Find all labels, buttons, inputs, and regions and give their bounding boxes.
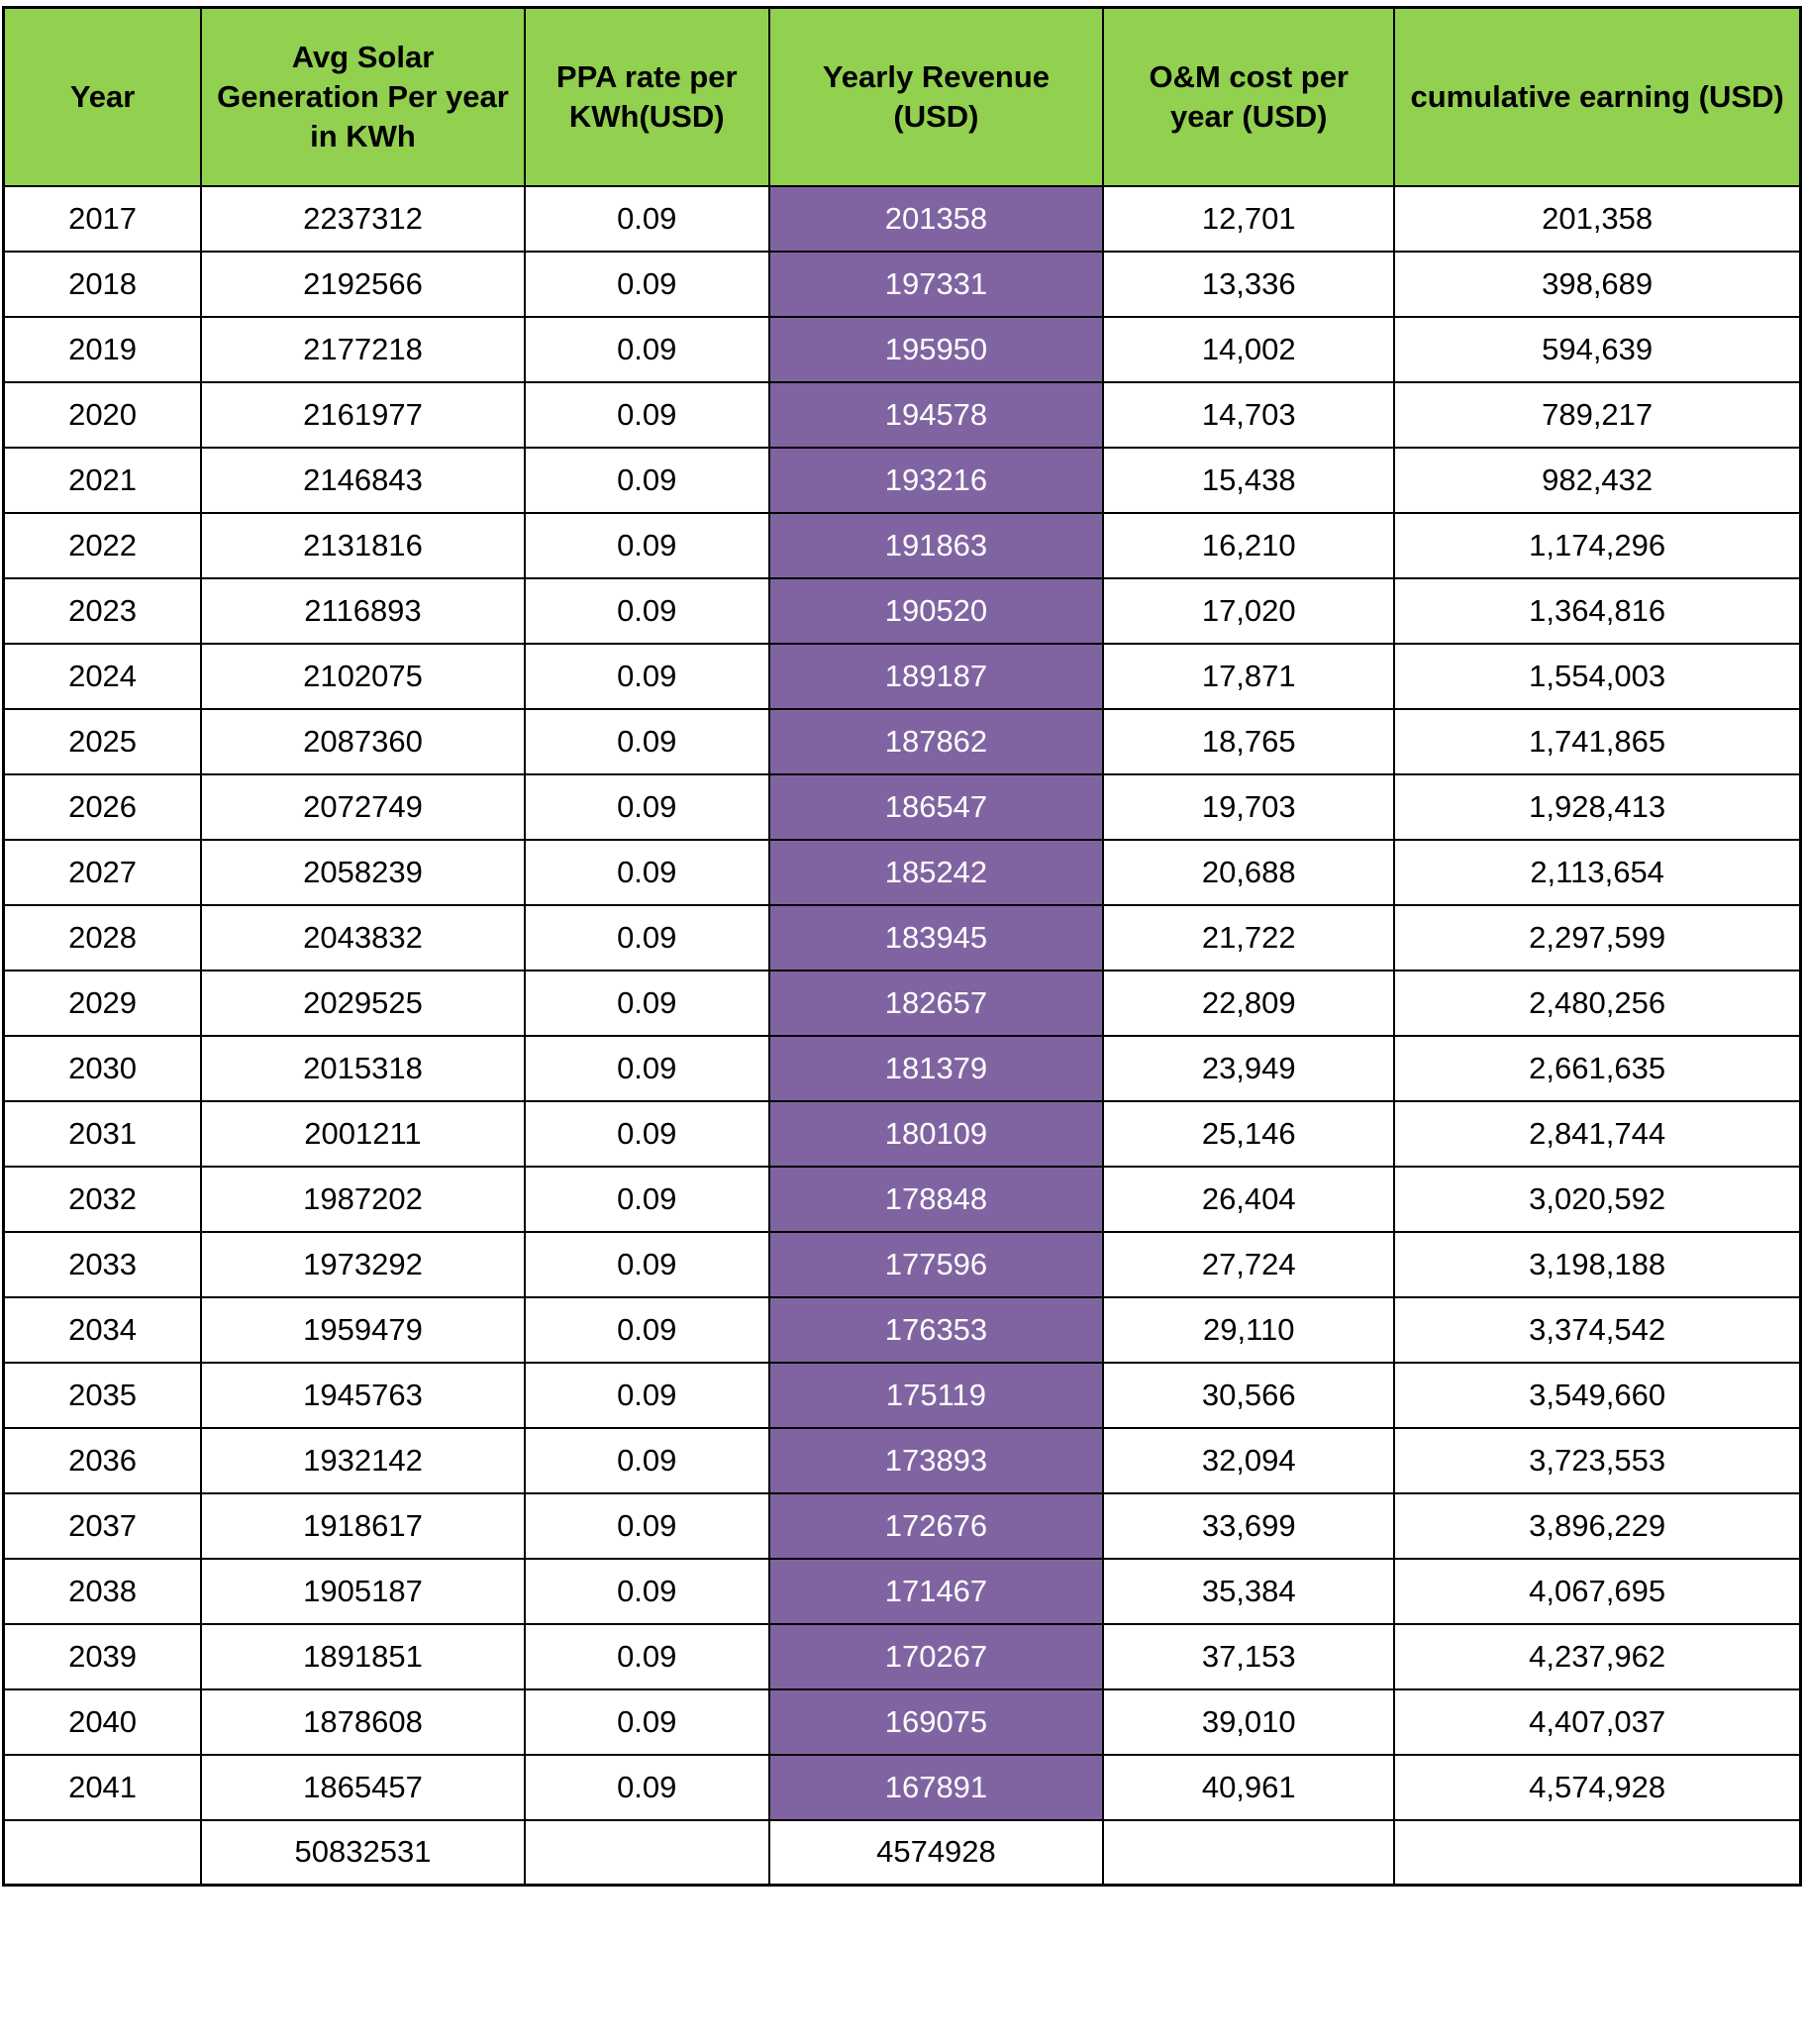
cell-yearly-revenue: 181379	[769, 1036, 1104, 1101]
cell-year: 2021	[4, 448, 202, 513]
cell-yearly-revenue: 177596	[769, 1232, 1104, 1297]
cell-om-cost: 29,110	[1103, 1297, 1394, 1363]
cell-cumulative-earning: 982,432	[1394, 448, 1800, 513]
cell-cumulative-earning: 4,067,695	[1394, 1559, 1800, 1624]
column-header-ppa-rate: PPA rate per KWh(USD)	[525, 8, 769, 186]
cell-om-cost: 18,765	[1103, 709, 1394, 774]
cell-om-cost: 40,961	[1103, 1755, 1394, 1820]
table-row	[4, 1297, 1801, 1363]
total-cell-generation: 50832531	[201, 1820, 525, 1886]
cell-yearly-revenue: 190520	[769, 578, 1104, 644]
cell-cumulative-earning: 3,723,553	[1394, 1428, 1800, 1493]
cell-year: 2038	[4, 1559, 202, 1624]
cell-cumulative-earning: 3,374,542	[1394, 1297, 1800, 1363]
cell-om-cost: 23,949	[1103, 1036, 1394, 1101]
cell-generation: 2029525	[201, 971, 525, 1036]
cell-cumulative-earning: 2,480,256	[1394, 971, 1800, 1036]
cell-ppa-rate: 0.09	[525, 1363, 769, 1428]
cell-generation: 2072749	[201, 774, 525, 840]
cell-yearly-revenue: 178848	[769, 1167, 1104, 1232]
cell-generation: 2177218	[201, 317, 525, 382]
cell-cumulative-earning: 4,237,962	[1394, 1624, 1800, 1689]
cell-om-cost: 35,384	[1103, 1559, 1394, 1624]
table-row	[4, 1493, 1801, 1559]
cell-year: 2019	[4, 317, 202, 382]
cell-om-cost: 30,566	[1103, 1363, 1394, 1428]
total-cell-yearly-revenue: 4574928	[769, 1820, 1104, 1886]
cell-generation: 1945763	[201, 1363, 525, 1428]
cell-year: 2026	[4, 774, 202, 840]
table-header	[4, 8, 1801, 186]
cell-ppa-rate: 0.09	[525, 1493, 769, 1559]
table-row	[4, 1428, 1801, 1493]
cell-year: 2017	[4, 186, 202, 252]
cell-ppa-rate: 0.09	[525, 774, 769, 840]
cell-cumulative-earning: 3,549,660	[1394, 1363, 1800, 1428]
cell-generation: 2131816	[201, 513, 525, 578]
cell-generation: 2192566	[201, 252, 525, 317]
cell-yearly-revenue: 173893	[769, 1428, 1104, 1493]
cell-om-cost: 17,020	[1103, 578, 1394, 644]
cell-generation: 1918617	[201, 1493, 525, 1559]
cell-om-cost: 19,703	[1103, 774, 1394, 840]
cell-cumulative-earning: 1,741,865	[1394, 709, 1800, 774]
cell-ppa-rate: 0.09	[525, 840, 769, 905]
cell-year: 2018	[4, 252, 202, 317]
total-cell-cumulative-earning	[1394, 1820, 1800, 1886]
cell-cumulative-earning: 4,407,037	[1394, 1689, 1800, 1755]
cell-cumulative-earning: 2,297,599	[1394, 905, 1800, 971]
cell-om-cost: 25,146	[1103, 1101, 1394, 1167]
table-row	[4, 1559, 1801, 1624]
table-row	[4, 709, 1801, 774]
table-row	[4, 644, 1801, 709]
cell-ppa-rate: 0.09	[525, 709, 769, 774]
table-body	[4, 186, 1801, 1886]
column-header-generation: Avg Solar Generation Per year in KWh	[201, 8, 525, 186]
totals-row	[4, 1820, 1801, 1886]
cell-ppa-rate: 0.09	[525, 317, 769, 382]
cell-year: 2039	[4, 1624, 202, 1689]
header-row	[4, 8, 1801, 186]
cell-cumulative-earning: 4,574,928	[1394, 1755, 1800, 1820]
cell-ppa-rate: 0.09	[525, 1101, 769, 1167]
cell-yearly-revenue: 172676	[769, 1493, 1104, 1559]
table-row	[4, 513, 1801, 578]
table-row	[4, 252, 1801, 317]
cell-generation: 2116893	[201, 578, 525, 644]
cell-om-cost: 17,871	[1103, 644, 1394, 709]
cell-yearly-revenue: 189187	[769, 644, 1104, 709]
cell-yearly-revenue: 194578	[769, 382, 1104, 448]
cell-cumulative-earning: 3,896,229	[1394, 1493, 1800, 1559]
table-row	[4, 1689, 1801, 1755]
cell-ppa-rate: 0.09	[525, 905, 769, 971]
table-row	[4, 186, 1801, 252]
cell-yearly-revenue: 180109	[769, 1101, 1104, 1167]
cell-generation: 1865457	[201, 1755, 525, 1820]
cell-yearly-revenue: 169075	[769, 1689, 1104, 1755]
cell-generation: 2161977	[201, 382, 525, 448]
cell-year: 2040	[4, 1689, 202, 1755]
cell-generation: 1987202	[201, 1167, 525, 1232]
cell-cumulative-earning: 3,020,592	[1394, 1167, 1800, 1232]
cell-yearly-revenue: 171467	[769, 1559, 1104, 1624]
cell-om-cost: 33,699	[1103, 1493, 1394, 1559]
cell-ppa-rate: 0.09	[525, 1232, 769, 1297]
table-row	[4, 1036, 1801, 1101]
cell-generation: 1878608	[201, 1689, 525, 1755]
cell-year: 2022	[4, 513, 202, 578]
cell-generation: 2001211	[201, 1101, 525, 1167]
cell-yearly-revenue: 182657	[769, 971, 1104, 1036]
column-header-cumulative-earning: cumulative earning (USD)	[1394, 8, 1800, 186]
table-row	[4, 905, 1801, 971]
cell-yearly-revenue: 167891	[769, 1755, 1104, 1820]
solar-revenue-table	[2, 6, 1802, 1887]
cell-yearly-revenue: 193216	[769, 448, 1104, 513]
table-row	[4, 1167, 1801, 1232]
cell-yearly-revenue: 197331	[769, 252, 1104, 317]
table-row	[4, 578, 1801, 644]
cell-cumulative-earning: 789,217	[1394, 382, 1800, 448]
column-header-year: Year	[4, 8, 202, 186]
cell-generation: 1905187	[201, 1559, 525, 1624]
cell-generation: 2087360	[201, 709, 525, 774]
cell-year: 2020	[4, 382, 202, 448]
cell-year: 2030	[4, 1036, 202, 1101]
cell-cumulative-earning: 3,198,188	[1394, 1232, 1800, 1297]
cell-yearly-revenue: 187862	[769, 709, 1104, 774]
cell-om-cost: 32,094	[1103, 1428, 1394, 1493]
cell-yearly-revenue: 175119	[769, 1363, 1104, 1428]
table-row	[4, 448, 1801, 513]
cell-ppa-rate: 0.09	[525, 1167, 769, 1232]
cell-yearly-revenue: 176353	[769, 1297, 1104, 1363]
cell-year: 2037	[4, 1493, 202, 1559]
cell-year: 2032	[4, 1167, 202, 1232]
cell-year: 2029	[4, 971, 202, 1036]
column-header-yearly-revenue: Yearly Revenue (USD)	[769, 8, 1104, 186]
total-cell-year	[4, 1820, 202, 1886]
cell-generation: 2015318	[201, 1036, 525, 1101]
cell-generation: 2102075	[201, 644, 525, 709]
cell-cumulative-earning: 1,364,816	[1394, 578, 1800, 644]
cell-year: 2036	[4, 1428, 202, 1493]
cell-generation: 1959479	[201, 1297, 525, 1363]
cell-ppa-rate: 0.09	[525, 252, 769, 317]
cell-yearly-revenue: 191863	[769, 513, 1104, 578]
cell-ppa-rate: 0.09	[525, 1755, 769, 1820]
table-row	[4, 971, 1801, 1036]
total-cell-om-cost	[1103, 1820, 1394, 1886]
cell-cumulative-earning: 1,928,413	[1394, 774, 1800, 840]
cell-cumulative-earning: 398,689	[1394, 252, 1800, 317]
cell-ppa-rate: 0.09	[525, 513, 769, 578]
cell-ppa-rate: 0.09	[525, 1428, 769, 1493]
cell-ppa-rate: 0.09	[525, 1624, 769, 1689]
cell-yearly-revenue: 186547	[769, 774, 1104, 840]
cell-cumulative-earning: 201,358	[1394, 186, 1800, 252]
cell-year: 2023	[4, 578, 202, 644]
column-header-om-cost: O&M cost per year (USD)	[1103, 8, 1394, 186]
table-row	[4, 1624, 1801, 1689]
cell-ppa-rate: 0.09	[525, 971, 769, 1036]
cell-year: 2025	[4, 709, 202, 774]
cell-om-cost: 14,703	[1103, 382, 1394, 448]
table-row	[4, 840, 1801, 905]
cell-om-cost: 27,724	[1103, 1232, 1394, 1297]
cell-generation: 2237312	[201, 186, 525, 252]
cell-generation: 2146843	[201, 448, 525, 513]
cell-generation: 1891851	[201, 1624, 525, 1689]
cell-om-cost: 16,210	[1103, 513, 1394, 578]
table-row	[4, 317, 1801, 382]
table-row	[4, 1755, 1801, 1820]
cell-ppa-rate: 0.09	[525, 644, 769, 709]
cell-om-cost: 21,722	[1103, 905, 1394, 971]
cell-ppa-rate: 0.09	[525, 1297, 769, 1363]
cell-om-cost: 20,688	[1103, 840, 1394, 905]
cell-ppa-rate: 0.09	[525, 382, 769, 448]
cell-ppa-rate: 0.09	[525, 1559, 769, 1624]
cell-ppa-rate: 0.09	[525, 1036, 769, 1101]
cell-om-cost: 22,809	[1103, 971, 1394, 1036]
cell-cumulative-earning: 594,639	[1394, 317, 1800, 382]
cell-yearly-revenue: 183945	[769, 905, 1104, 971]
cell-generation: 1973292	[201, 1232, 525, 1297]
cell-yearly-revenue: 201358	[769, 186, 1104, 252]
cell-om-cost: 15,438	[1103, 448, 1394, 513]
cell-year: 2034	[4, 1297, 202, 1363]
cell-ppa-rate: 0.09	[525, 578, 769, 644]
cell-cumulative-earning: 2,661,635	[1394, 1036, 1800, 1101]
cell-om-cost: 37,153	[1103, 1624, 1394, 1689]
total-cell-ppa-rate	[525, 1820, 769, 1886]
table-row	[4, 1101, 1801, 1167]
cell-year: 2041	[4, 1755, 202, 1820]
cell-om-cost: 39,010	[1103, 1689, 1394, 1755]
table-row	[4, 382, 1801, 448]
cell-om-cost: 26,404	[1103, 1167, 1394, 1232]
cell-year: 2028	[4, 905, 202, 971]
table-row	[4, 774, 1801, 840]
cell-generation: 2043832	[201, 905, 525, 971]
cell-generation: 2058239	[201, 840, 525, 905]
cell-cumulative-earning: 2,841,744	[1394, 1101, 1800, 1167]
cell-year: 2024	[4, 644, 202, 709]
cell-yearly-revenue: 185242	[769, 840, 1104, 905]
cell-year: 2031	[4, 1101, 202, 1167]
table-row	[4, 1232, 1801, 1297]
cell-ppa-rate: 0.09	[525, 1689, 769, 1755]
cell-om-cost: 13,336	[1103, 252, 1394, 317]
cell-om-cost: 14,002	[1103, 317, 1394, 382]
cell-cumulative-earning: 1,174,296	[1394, 513, 1800, 578]
cell-cumulative-earning: 1,554,003	[1394, 644, 1800, 709]
cell-yearly-revenue: 195950	[769, 317, 1104, 382]
cell-generation: 1932142	[201, 1428, 525, 1493]
table-row	[4, 1363, 1801, 1428]
cell-year: 2027	[4, 840, 202, 905]
cell-yearly-revenue: 170267	[769, 1624, 1104, 1689]
cell-ppa-rate: 0.09	[525, 448, 769, 513]
cell-ppa-rate: 0.09	[525, 186, 769, 252]
cell-om-cost: 12,701	[1103, 186, 1394, 252]
cell-year: 2033	[4, 1232, 202, 1297]
cell-cumulative-earning: 2,113,654	[1394, 840, 1800, 905]
cell-year: 2035	[4, 1363, 202, 1428]
